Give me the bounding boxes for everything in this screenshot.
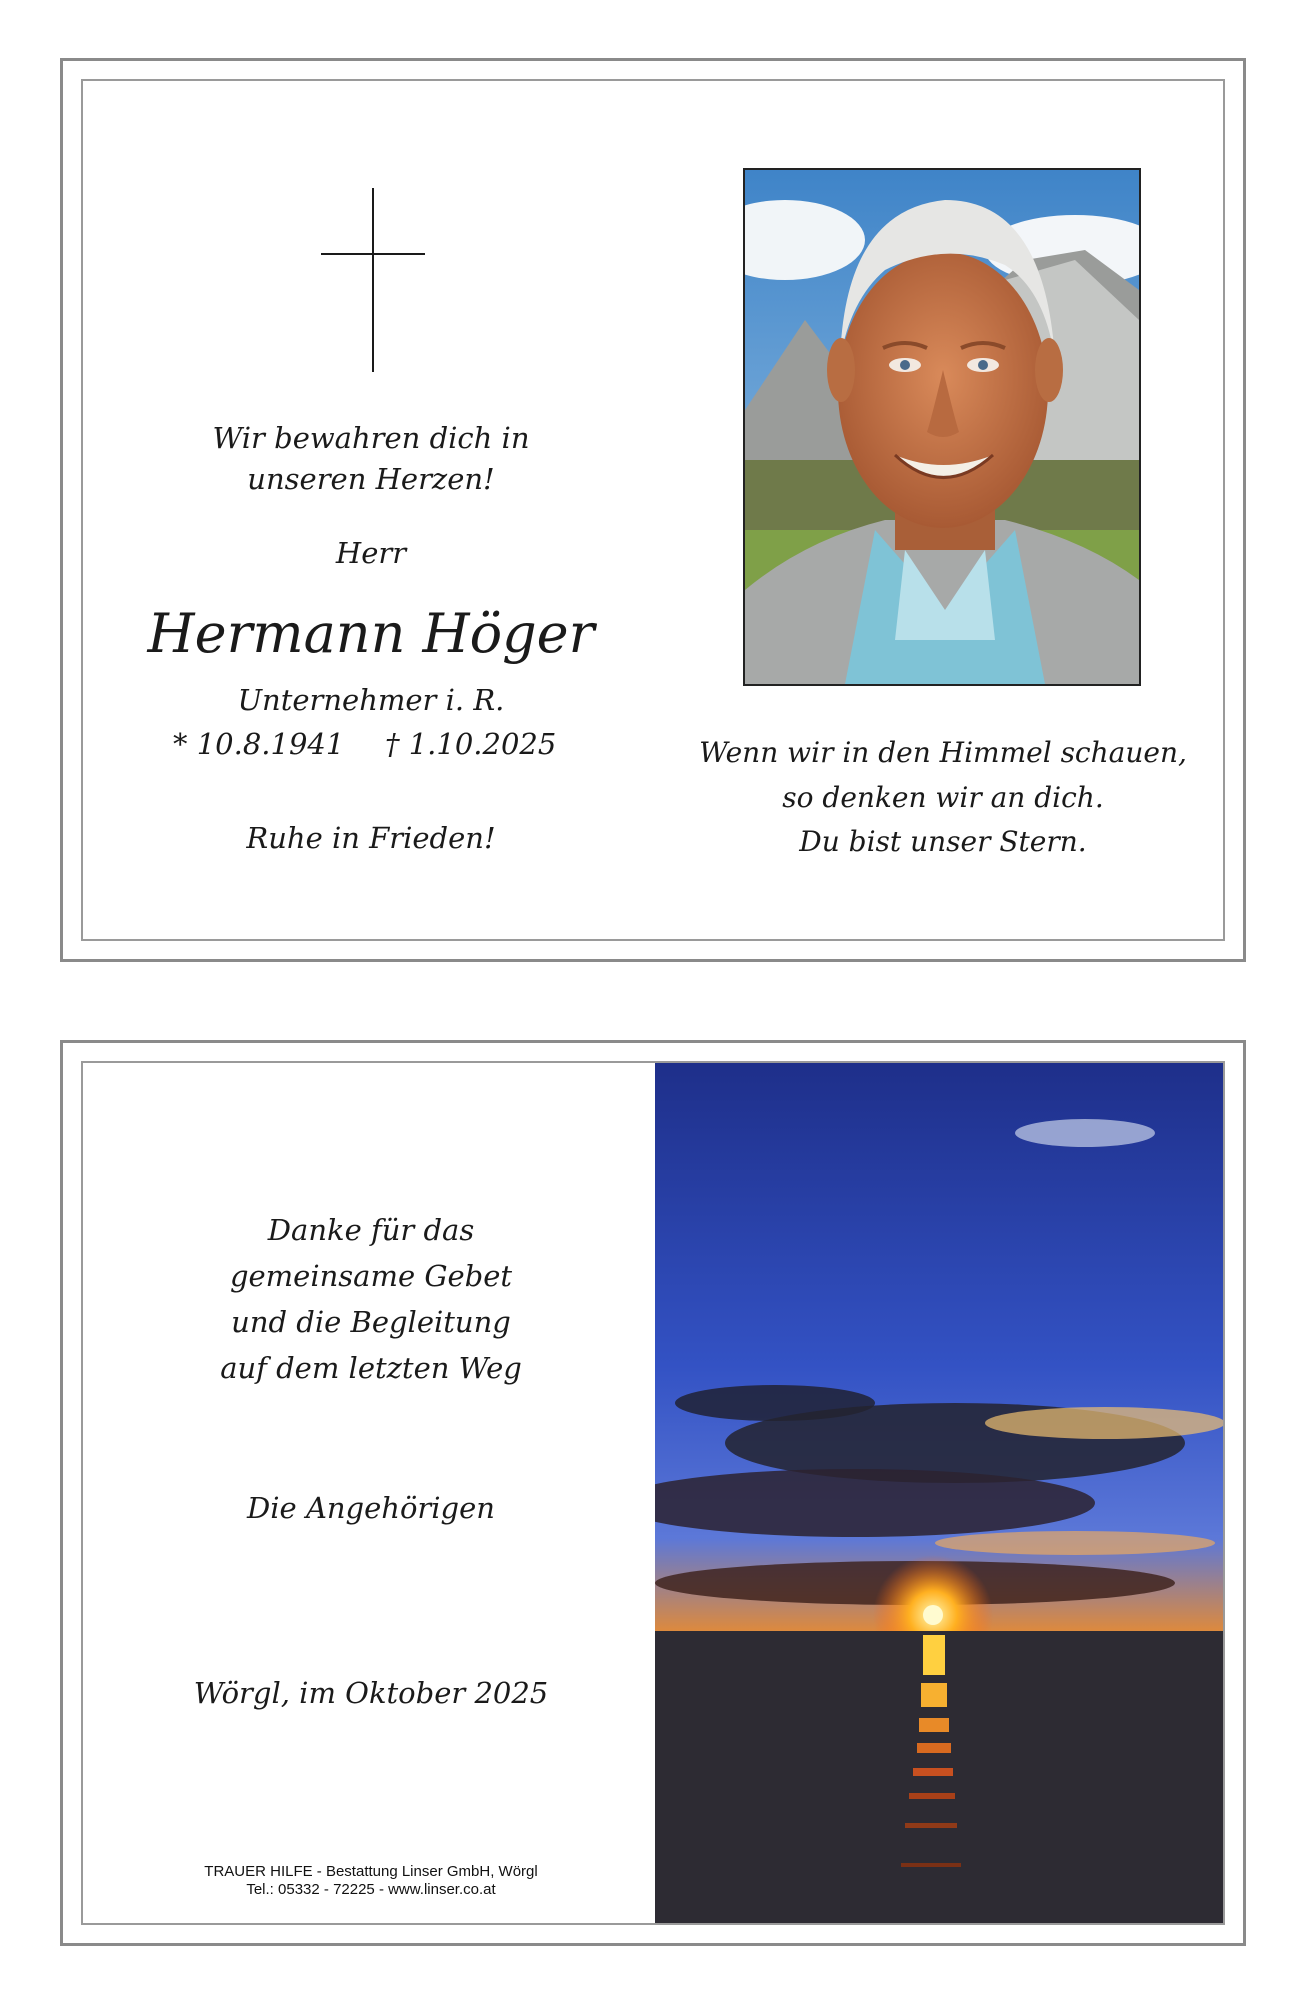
occupation: Unternehmer i. R.: [237, 683, 505, 717]
thanks-line-2: gemeinsame Gebet: [229, 1259, 513, 1293]
card-front: [60, 58, 1246, 962]
birth-date: * 10.8.1941: [173, 727, 345, 761]
quote-right-line-3: Du bist unser Stern.: [799, 825, 1087, 858]
signature: Die Angehörigen: [247, 1491, 495, 1525]
closing-line: Ruhe in Frieden!: [246, 821, 496, 855]
death-date: † 1.10.2025: [385, 727, 557, 761]
portrait-illustration: [745, 170, 1139, 684]
footer-line-1: TRAUER HILFE - Bestattung Linser GmbH, Wörgl: [204, 1863, 538, 1880]
portrait-photo: [743, 168, 1141, 686]
thanks-line-4: auf dem letzten Weg: [220, 1351, 522, 1385]
sunset-illustration: [655, 1063, 1225, 1925]
card-back-inner: [81, 1061, 1225, 1925]
sunset-photo: [655, 1063, 1225, 1925]
card-back: [60, 1040, 1246, 1946]
salutation: Herr: [335, 536, 407, 570]
quote-left-line-1: Wir bewahren dich in: [212, 421, 530, 455]
quote-right-line-2: so denken wir an dich.: [782, 781, 1104, 814]
footer-line-2: Tel.: 05332 - 72225 - www.linser.co.at: [246, 1881, 496, 1898]
thanks-line-1: Danke für das: [267, 1213, 475, 1247]
card-front-inner: [81, 79, 1225, 941]
thanks-line-3: und die Begleitung: [231, 1305, 511, 1339]
cross-icon: [321, 188, 425, 372]
quote-left-line-2: unseren Herzen!: [247, 462, 495, 496]
quote-right-line-1: Wenn wir in den Himmel schauen,: [699, 736, 1187, 769]
place-date: Wörgl, im Oktober 2025: [193, 1676, 549, 1710]
deceased-name: Hermann Höger: [147, 602, 595, 665]
